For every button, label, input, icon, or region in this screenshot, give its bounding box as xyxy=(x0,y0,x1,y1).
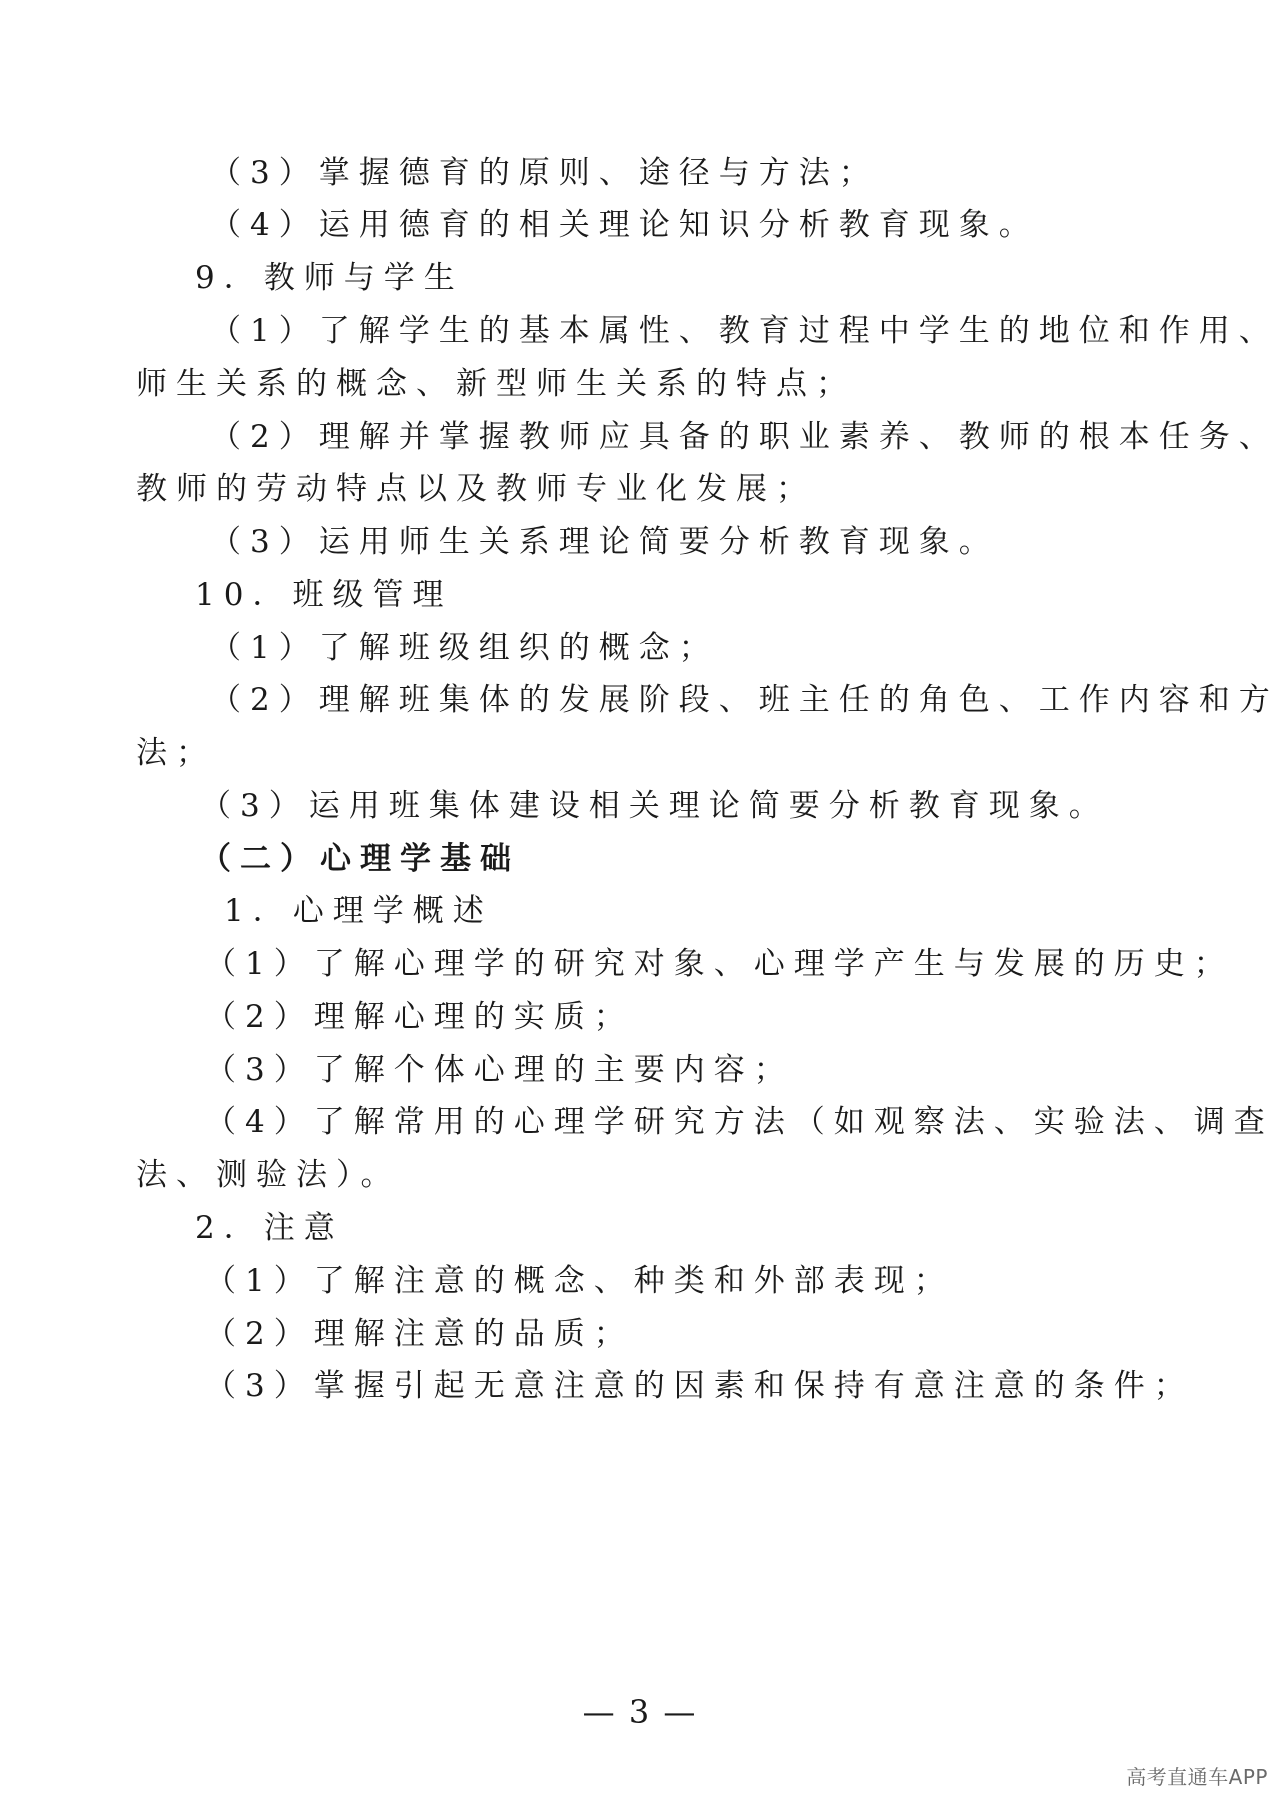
text-line-11: （2）理解班集体的发展阶段、班主任的角色、工作内容和方 xyxy=(210,682,1279,718)
text-line-1: （3）掌握德育的原则、途径与方法； xyxy=(210,155,879,191)
text-line-6: （2）理解并掌握教师应具备的职业素养、教师的根本任务、 xyxy=(210,419,1279,455)
text-line-17: （2）理解心理的实质； xyxy=(205,999,634,1035)
text-line-19: （4）了解常用的心理学研究方法（如观察法、实验法、调查 xyxy=(205,1104,1274,1140)
section-heading-1: 1．心理学概述 xyxy=(224,893,493,929)
text-line-23: （2）理解注意的品质； xyxy=(205,1316,634,1352)
text-line-7: 教师的劳动特点以及教师专业化发展； xyxy=(136,471,816,507)
watermark: 高考直通车APP xyxy=(1126,1765,1268,1789)
text-line-18: （3）了解个体心理的主要内容； xyxy=(205,1052,794,1088)
page-number: — 3 — xyxy=(582,1693,698,1731)
text-line-10: （1）了解班级组织的概念； xyxy=(210,630,719,666)
section-heading-10: 10．班级管理 xyxy=(195,577,453,613)
text-line-2: （4）运用德育的相关理论知识分析教育现象。 xyxy=(210,207,1039,243)
text-line-8: （3）运用师生关系理论简要分析教育现象。 xyxy=(210,524,999,560)
section-heading-9: 9．教师与学生 xyxy=(195,260,464,296)
text-line-5: 师生关系的概念、新型师生关系的特点； xyxy=(136,366,856,402)
text-line-22: （1）了解注意的概念、种类和外部表现； xyxy=(205,1263,954,1299)
section-heading-2: 2．注意 xyxy=(195,1210,344,1246)
text-line-16: （1）了解心理学的研究对象、心理学产生与发展的历史； xyxy=(205,946,1234,982)
text-line-13: （3）运用班集体建设相关理论简要分析教育现象。 xyxy=(200,788,1109,824)
text-line-4: （1）了解学生的基本属性、教育过程中学生的地位和作用、 xyxy=(210,313,1279,349)
text-line-24: （3）掌握引起无意注意的因素和保持有意注意的条件； xyxy=(205,1368,1194,1404)
text-line-20: 法、测验法）。 xyxy=(136,1157,401,1193)
section-heading-psychology: （二）心理学基础 xyxy=(200,841,520,877)
text-line-12: 法； xyxy=(136,735,216,771)
